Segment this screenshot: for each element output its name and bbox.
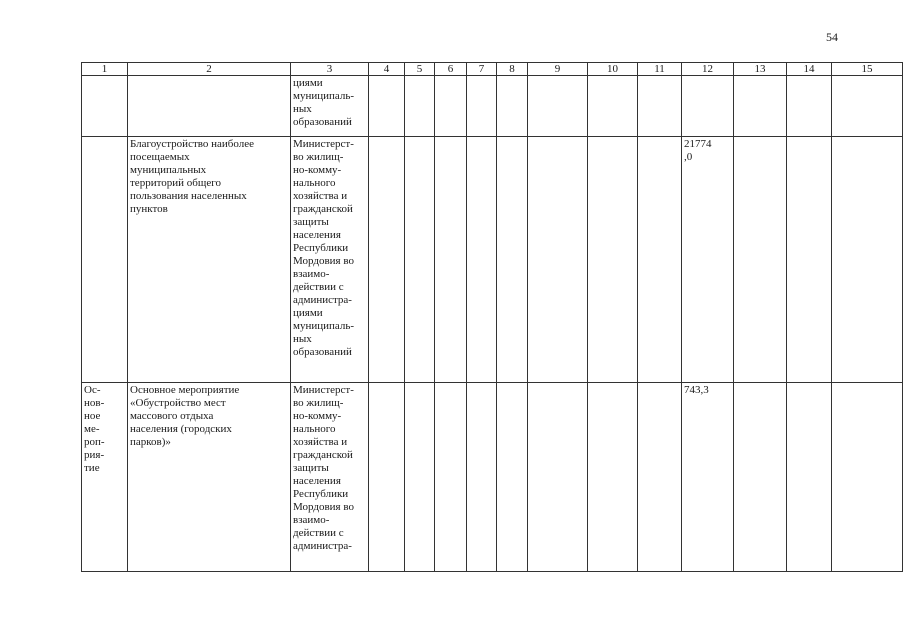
empty-cell [638, 76, 682, 137]
header-cell: 11 [638, 63, 682, 76]
header-cell: 14 [787, 63, 832, 76]
table-row [82, 137, 903, 383]
header-cell: 8 [497, 63, 528, 76]
empty-cell [588, 137, 638, 383]
empty-cell [369, 137, 405, 383]
empty-cell [787, 383, 832, 572]
header-cell: 15 [832, 63, 903, 76]
empty-cell [528, 137, 588, 383]
header-cell: 1 [82, 63, 128, 76]
empty-cell [832, 137, 903, 383]
empty-cell [497, 76, 528, 137]
event-name-cell: Основное мероприятие «Обустройство мест массового отдыха населения (городских парков)» [128, 383, 291, 572]
table-row [82, 383, 903, 572]
empty-cell [467, 383, 497, 572]
empty-cell [435, 76, 467, 137]
empty-cell [405, 383, 435, 572]
header-cell: 4 [369, 63, 405, 76]
header-cell: 13 [734, 63, 787, 76]
header-cell: 12 [682, 63, 734, 76]
header-cell: 5 [405, 63, 435, 76]
executor-cell: циями муниципаль- ных образований [291, 76, 369, 137]
event-name-cell: Благоустройство наиболее посещаемых муниципальных территорий общего пользования населенных пунктов [128, 137, 291, 383]
executor-cell: Министерст- во жилищ- но-комму- нального хозяйства и гражданской защиты населения Республики Мордовия во взаимо- действии с администра- [291, 383, 369, 572]
empty-cell [467, 76, 497, 137]
empty-cell [734, 137, 787, 383]
empty-cell [734, 383, 787, 572]
header-cell: 6 [435, 63, 467, 76]
header-cell: 2 [128, 63, 291, 76]
amount-cell: 743,3 [682, 383, 734, 572]
amount-cell: 21774 ,0 [682, 137, 734, 383]
amount-cell [682, 76, 734, 137]
empty-cell [467, 137, 497, 383]
executor-cell: Министерст- во жилищ- но-комму- нального хозяйства и гражданской защиты населения Республики Мордовия во взаимо- действии с администра- циями муниципаль- ных образований [291, 137, 369, 383]
empty-cell [369, 76, 405, 137]
event-name-cell [128, 76, 291, 137]
empty-cell [787, 137, 832, 383]
header-cell: 3 [291, 63, 369, 76]
empty-cell [435, 137, 467, 383]
event-type-cell [82, 137, 128, 383]
event-type-cell [82, 76, 128, 137]
empty-cell [528, 383, 588, 572]
empty-cell [497, 137, 528, 383]
empty-cell [528, 76, 588, 137]
empty-cell [435, 383, 467, 572]
header-cell: 9 [528, 63, 588, 76]
header-cell: 7 [467, 63, 497, 76]
empty-cell [638, 137, 682, 383]
empty-cell [588, 76, 638, 137]
program-table [81, 62, 903, 572]
empty-cell [638, 383, 682, 572]
empty-cell [405, 137, 435, 383]
empty-cell [369, 383, 405, 572]
empty-cell [832, 383, 903, 572]
page-number: 54 [826, 30, 838, 44]
empty-cell [405, 76, 435, 137]
event-type-cell: Ос- нов- ное ме- роп- рия- тие [82, 383, 128, 572]
empty-cell [832, 76, 903, 137]
empty-cell [588, 383, 638, 572]
empty-cell [734, 76, 787, 137]
table-header-row [82, 63, 903, 76]
empty-cell [787, 76, 832, 137]
header-cell: 10 [588, 63, 638, 76]
table-row [82, 76, 903, 137]
empty-cell [497, 383, 528, 572]
